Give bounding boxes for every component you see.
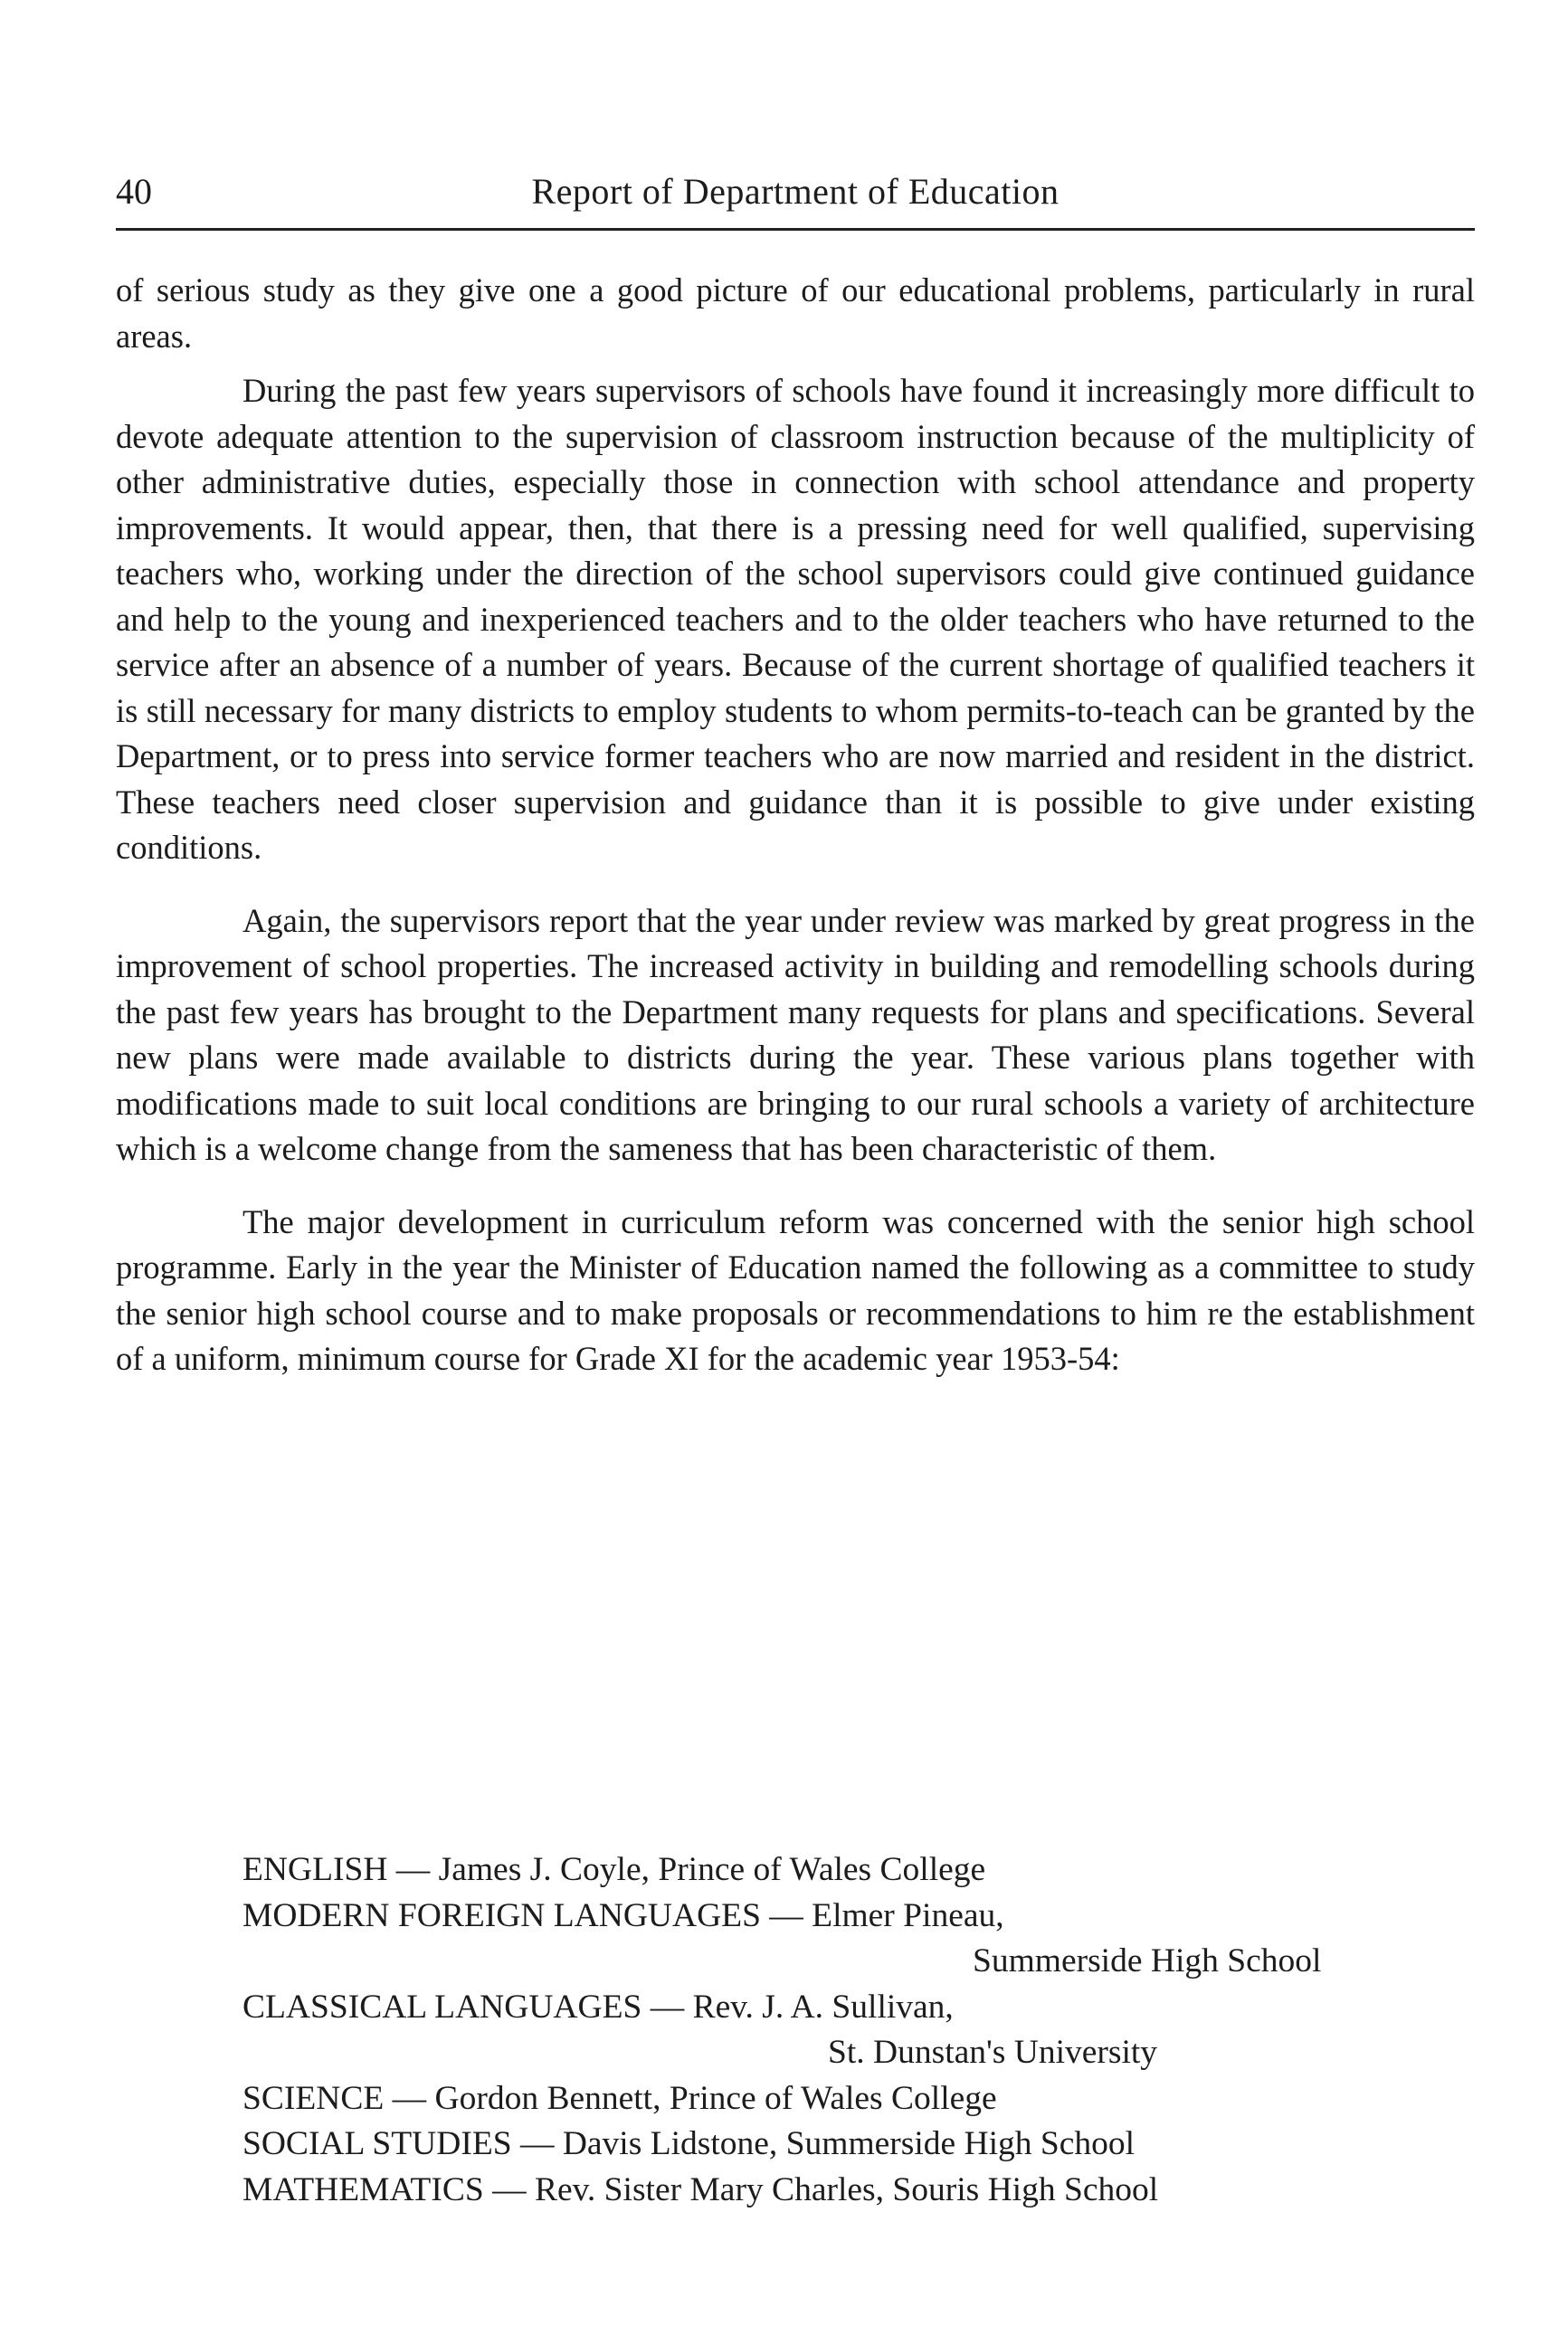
page-number: 40 (116, 171, 152, 212)
committee-entry-english: ENGLISH — James J. Coyle, Prince of Wales College (242, 1851, 986, 1888)
committee-entry-science: SCIENCE — Gordon Bennett, Prince of Wales College (242, 2079, 997, 2117)
committee-entry-social-studies: SOCIAL STUDIES — Davis Lidstone, Summerside High School (242, 2125, 1136, 2162)
paragraph-school-properties: Again, the supervisors report that the year under review was marked by great progress in the improvement of school properties. The increased activity in building and remodelling schools during the past few years has brought to the Department many requests for plans and specifications. Several new plans were made available to districts during the year. These various plans together with modifications made to suit local conditions are bringing to our rural schools a variety of architecture which is a welcome change from the sameness that has been characteristic of them. (116, 901, 1475, 1167)
page-header (116, 170, 1475, 224)
paragraph-continuation: of serious study as they give one a good picture of our educational problems, particularly in rural areas. (116, 271, 1475, 355)
committee-list (242, 1847, 1509, 2213)
paragraph-supervision: During the past few years supervisors of schools have found it increasingly more difficult to devote adequate attention to the supervision of classroom instruction because of the multiplicity of other administrative duties, especially those in connection with school attendance and property improvements. It would appear, then, that there is a pressing need for well qualified, supervising teachers who, working under the direction of the school supervisors could give continued guidance and help to the young and inexperienced teachers and to the older teachers who have returned to the service after an absence of a number of years. Because of the current shortage of qualified teachers it is still necessary for many districts to employ students to whom permits-to-teach can be granted by the Department, or to press into service former teachers who are now married and resident in the district. These teachers need closer supervision and guidance than it is possible to give under existing conditions. (116, 372, 1475, 866)
paragraph-gap (116, 871, 1475, 898)
paragraph-curriculum-reform: The major development in curriculum reform was concerned with the senior high school programme. Early in the year the Minister of Education named the following as a committee to study the senior high school course and to make proposals or recommendations to him re the establishment of a uniform, minimum course for Grade XI for the academic year 1953-54: (116, 1202, 1475, 1377)
committee-entry-mathematics: MATHEMATICS — Rev. Sister Mary Charles, Souris High School (242, 2170, 1159, 2208)
header-rule (116, 228, 1475, 231)
committee-entry-classical-languages: CLASSICAL LANGUAGES — Rev. J. A. Sullivan, (242, 1988, 954, 2026)
committee-entry-modern-languages-school: Summerside High School (973, 1942, 1322, 1979)
committee-entry-classical-languages-school: St. Dunstan's University (828, 2034, 1158, 2071)
paragraph-gap (116, 1172, 1475, 1200)
paragraph-gap (116, 359, 1475, 368)
running-head: Report of Department of Education (531, 171, 1060, 212)
body-text (116, 268, 1475, 1382)
committee-entry-modern-languages: MODERN FOREIGN LANGUAGES — Elmer Pineau, (242, 1896, 1004, 1934)
